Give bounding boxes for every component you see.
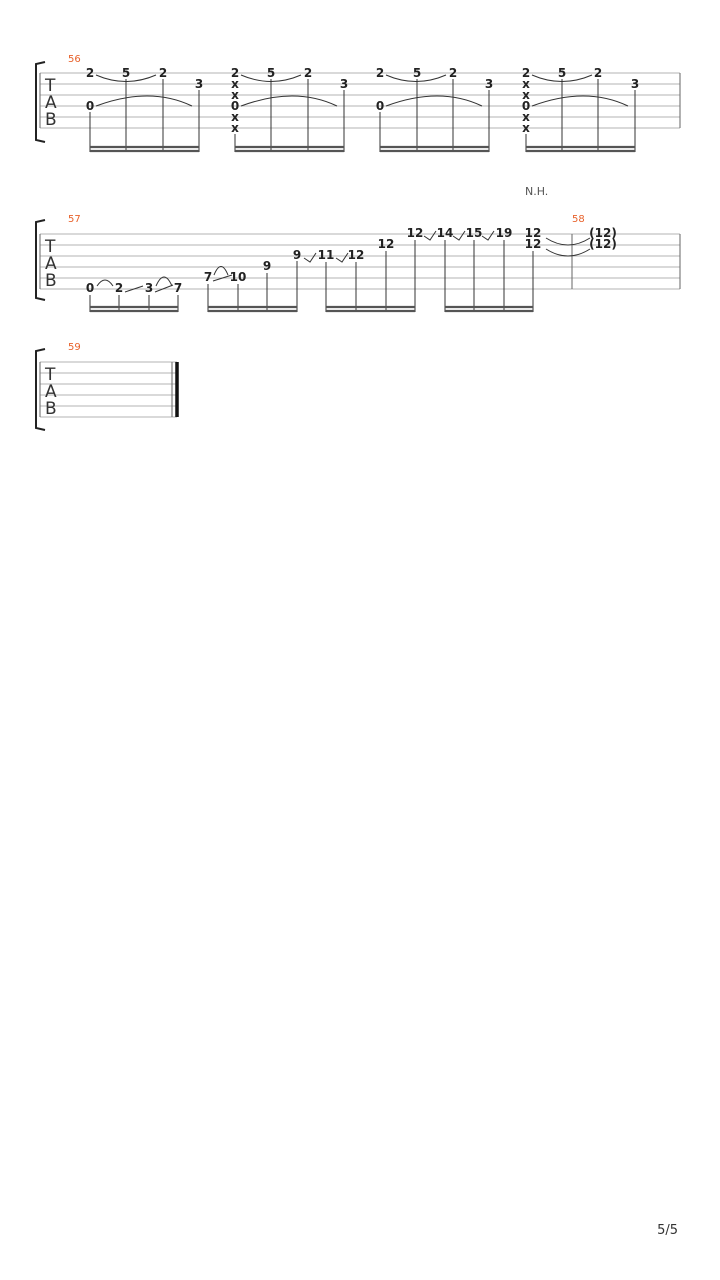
fret-number: 0 xyxy=(375,99,385,113)
fret-number: 2 xyxy=(85,66,95,80)
fret-number: 2 xyxy=(303,66,313,80)
measure-number: 56 xyxy=(68,54,81,65)
dead-note: x xyxy=(231,88,239,102)
natural-harmonic-marking: N.H. xyxy=(525,185,549,198)
slur xyxy=(386,96,482,106)
slur xyxy=(532,96,628,106)
tab-letter-t: T xyxy=(45,237,56,257)
beat-group xyxy=(231,66,348,152)
fret-number: 12 xyxy=(377,237,395,251)
fret-number: 7 xyxy=(203,270,213,284)
beat-group xyxy=(407,226,542,312)
fret-number: 5 xyxy=(412,66,422,80)
fret-number: 7 xyxy=(173,281,183,295)
fret-number: 9 xyxy=(262,259,272,273)
slur xyxy=(96,96,192,106)
fret-number: 2 xyxy=(593,66,603,80)
measure-number: 57 xyxy=(68,214,81,225)
slur xyxy=(241,96,337,106)
fret-number: 0 xyxy=(230,99,240,113)
fret-number: 2 xyxy=(448,66,458,80)
measure-number: 59 xyxy=(68,342,81,353)
fret-number: 3 xyxy=(194,77,204,91)
fret-number: 19 xyxy=(495,226,513,240)
fret-number: 5 xyxy=(557,66,567,80)
system-1 xyxy=(36,54,680,152)
tab-letter-a: A xyxy=(45,93,57,113)
tied-notes xyxy=(546,226,617,256)
fret-number: 12 xyxy=(347,248,365,262)
slide-mark xyxy=(424,231,436,240)
slide-mark xyxy=(482,231,494,240)
fret-number: 3 xyxy=(484,77,494,91)
tab-letter-b: B xyxy=(45,271,57,291)
slide-mark xyxy=(304,253,316,262)
tab-letter-t: T xyxy=(45,76,56,96)
dead-note: x xyxy=(231,121,239,135)
slide-mark xyxy=(336,253,348,262)
harmonic-note: 12 xyxy=(524,237,542,251)
tab-letter-b: B xyxy=(45,110,57,130)
fret-number: 5 xyxy=(266,66,276,80)
dead-note: x xyxy=(522,110,530,124)
fret-number: 2 xyxy=(158,66,168,80)
tab-letter-t: T xyxy=(45,365,56,385)
fret-number: 2 xyxy=(375,66,385,80)
fret-number: 0 xyxy=(85,281,95,295)
beat-group xyxy=(522,66,639,152)
beat-group xyxy=(86,277,182,312)
fret-number: 3 xyxy=(339,77,349,91)
tie xyxy=(546,249,590,256)
staff-lines xyxy=(40,362,177,417)
harmonic-note: 12 xyxy=(524,226,542,240)
tie xyxy=(546,238,590,245)
beat-group xyxy=(293,237,415,312)
fret-number: 2 xyxy=(521,66,531,80)
tab-letter-a: A xyxy=(45,382,57,402)
fret-number: 3 xyxy=(144,281,154,295)
dead-note: x xyxy=(522,88,530,102)
measure-number: 58 xyxy=(572,214,585,225)
fret-number: 10 xyxy=(229,270,247,284)
tied-fret-number: (12) xyxy=(589,226,617,240)
fret-number: 9 xyxy=(292,248,302,262)
slur xyxy=(214,267,228,276)
page-number: 5/5 xyxy=(657,1223,678,1238)
fret-number: 11 xyxy=(317,248,335,262)
system-3 xyxy=(36,342,177,430)
fret-number: 15 xyxy=(465,226,483,240)
slur xyxy=(97,280,113,286)
system-2 xyxy=(36,185,680,312)
tab-letter-a: A xyxy=(45,254,57,274)
dead-note: x xyxy=(231,110,239,124)
tab-letter-b: B xyxy=(45,399,57,419)
fret-number: 12 xyxy=(406,226,424,240)
dead-note: x xyxy=(231,77,239,91)
dead-note: x xyxy=(522,77,530,91)
fret-number: 14 xyxy=(436,226,454,240)
tied-fret-number: (12) xyxy=(589,237,617,251)
fret-number: 0 xyxy=(521,99,531,113)
beat-group xyxy=(376,66,493,152)
beat-group xyxy=(86,66,203,152)
fret-number: 3 xyxy=(630,77,640,91)
fret-number: 2 xyxy=(114,281,124,295)
slide-mark xyxy=(453,231,465,240)
fret-number: 2 xyxy=(230,66,240,80)
fret-number: 0 xyxy=(85,99,95,113)
fret-number: 5 xyxy=(121,66,131,80)
dead-note: x xyxy=(522,121,530,135)
